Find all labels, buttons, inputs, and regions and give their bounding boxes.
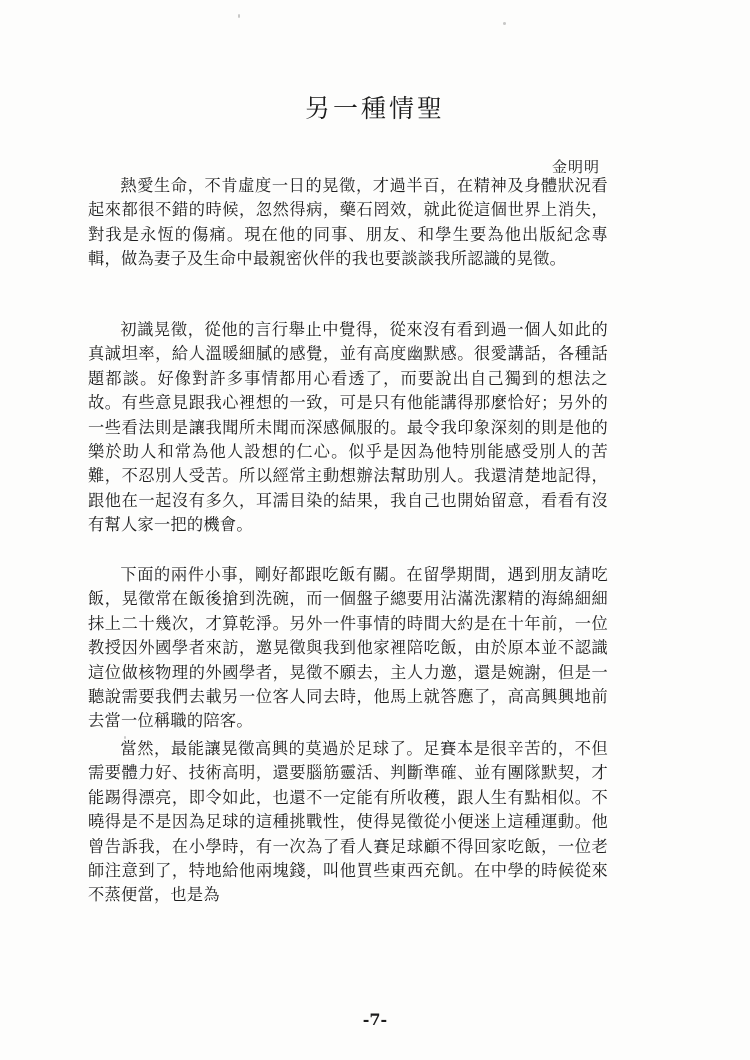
paragraph-intro: 熱愛生命，不肯虛度一日的晃徵，才過半百，在精神及身體狀況看起來都很不錯的時候，忽然得病，藥石罔效，就此從這個世界上消失，對我是永恆的傷痛。現在他的同事、朋友、和學生要為他出版紀念專輯，做為妻子及生命中最親密伙伴的我也要談談我所認識的晃徵。 xyxy=(88,176,608,269)
paragraph-first-meeting: 初識晃徵，從他的言行舉止中覺得，從來沒有看到過一個人如此的真誠坦率，給人溫暖細膩的感覺，並有高度幽默感。很愛講話，各種話題都談。好像對許多事情都用心看透了，而要說出自己獨到的想法之故。有些意見跟我心裡想的一致，可是只有他能講得那麼恰好；另外的一些看法則是讓我聞所未聞而深感佩服的。最令我印象深刻的則是他的樂於助人和常為他人設想的仁心。似乎是因為他特別能感受別人的苦難，不忍別人受苦。所以經常主動想辦法幫助別人。我還清楚地記得，跟他在一起沒有多久，耳濡目染的結果，我自己也開始留意，看看有沒有幫人家一把的機會。 xyxy=(88,320,608,535)
scan-speck xyxy=(238,14,240,18)
document-title: 另一種情聖 xyxy=(304,94,445,123)
page-number: -7- xyxy=(362,1010,388,1029)
scan-speck xyxy=(503,22,506,25)
paragraph-football: 當然，最能讓晃徵高興的莫過於足球了。足賽本是很辛苦的，不但需要體力好、技術高明，還要腦筋靈活、判斷準確、並有團隊默契，才能踢得漂亮，即令如此，也還不一定能有所收穫，跟人生有點相似。不曉得是不是因為足球的這種挑戰性，使得晃徵從小便迷上這種運動。他曾告訴我，在小學時，有一次為了看人賽足球顧不得回家吃飯，一位老師注意到了，特地給他兩塊錢，叫他買些東西充飢。在中學的時候從來不蒸便當，也是為 xyxy=(88,739,608,905)
author-name: 金明明 xyxy=(551,158,600,176)
paragraph-meal-stories: 下面的兩件小事，剛好都跟吃飯有關。在留學期間，遇到朋友請吃飯，晃徵常在飯後搶到洗碗，而一個盤子總要用沾滿洗潔精的海綿細細抹上二十幾次，才算乾淨。另外一件事情的時間大約是在十年前，一位教授因外國學者來訪，邀晃徵與我到他家裡陪吃飯，由於原本並不認識這位做核物理的外國學者，晃徵不願去，主人力邀，還是婉謝，但是一聽說需要我們去載另一位客人同去時，他馬上就答應了，高高興興地前去當一位稱職的陪客。 xyxy=(88,565,608,731)
